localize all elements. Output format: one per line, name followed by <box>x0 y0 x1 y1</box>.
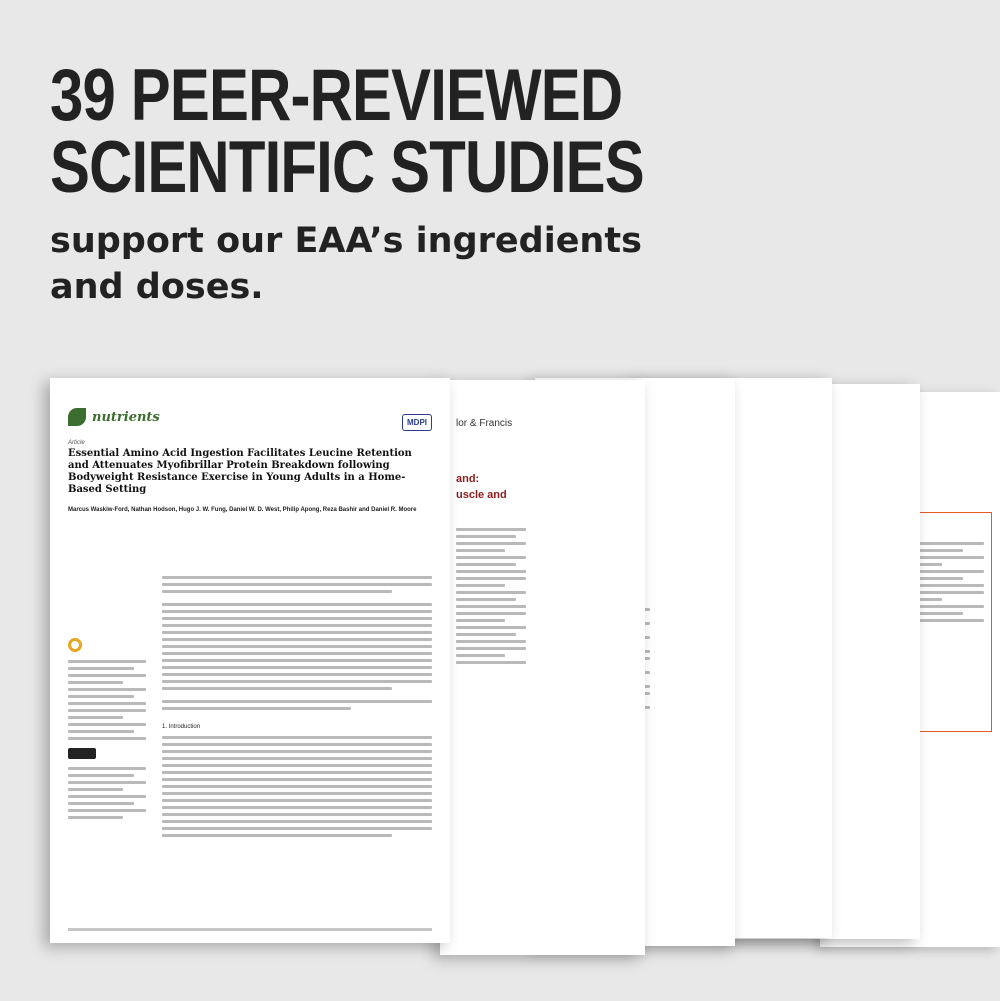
article-sidebar <box>68 638 146 823</box>
article-title: Essential Amino Acid Ingestion Facilitates Leucine Retention and Attenuates Myofibrillar Protein Breakdown following Bodyweight Resistance Exercise in Young Adults in a Home-Based Setting <box>68 448 412 495</box>
headline-line-1: 39 PEER-REVIEWED <box>50 55 623 136</box>
paper-stack <box>0 370 1000 970</box>
check-for-updates-icon <box>68 638 82 652</box>
publisher-name: lor & Francis <box>456 418 513 429</box>
paper-title-frag: and: <box>456 473 480 485</box>
journal-brand <box>68 408 432 426</box>
text-lines <box>456 528 526 668</box>
article-authors: Marcus Waskiw-Ford, Nathan Hodson, Hugo J. W. Fung, Daniel W. D. West, Philip Apong, Reza Bashir and Daniel R. Moore <box>68 507 417 513</box>
headline-block <box>50 55 950 310</box>
section-heading: 1. Introduction <box>162 724 201 730</box>
article-body <box>162 576 432 841</box>
journal-name: nutrients <box>92 409 160 425</box>
headline-line-2: SCIENTIFIC STUDIES <box>50 127 644 208</box>
article-kind: Article <box>68 440 85 446</box>
cc-license-icon <box>68 748 96 759</box>
page-footer <box>68 928 432 931</box>
paper-taylor-francis <box>440 380 645 955</box>
leaf-icon <box>68 408 86 426</box>
headline-subline: support our EAA’s ingredients and doses. <box>50 221 642 307</box>
paper-title-frag: uscle and <box>456 489 507 501</box>
paper-nutrients <box>50 378 450 943</box>
mdpi-logo: MDPI <box>402 414 432 431</box>
